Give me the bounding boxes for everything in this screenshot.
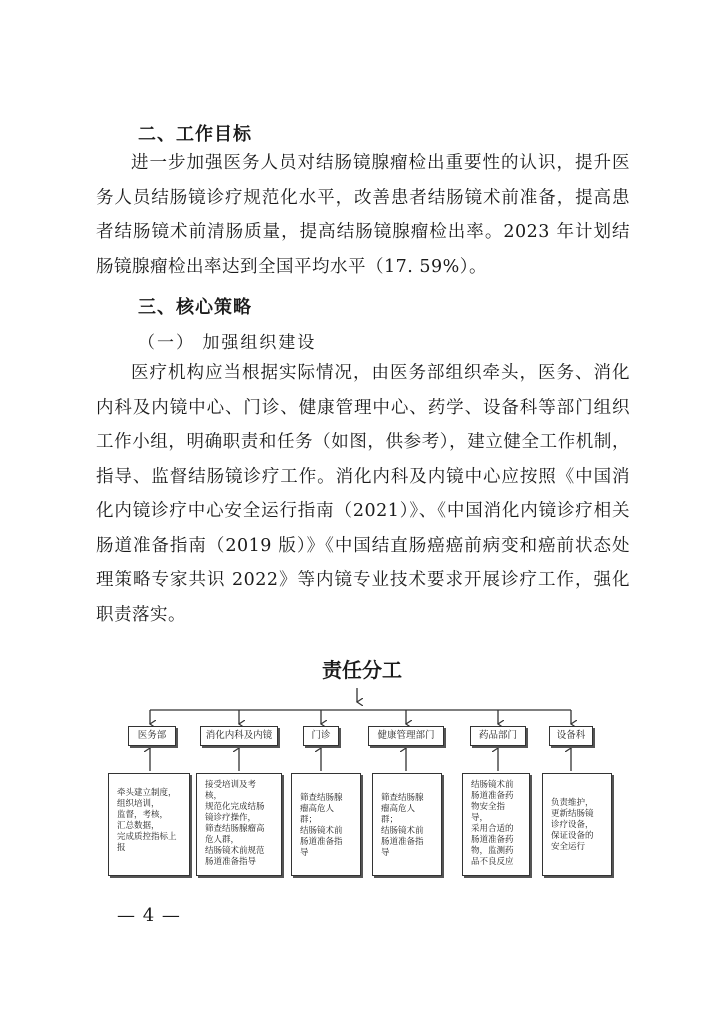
diagram-title: 责任分工 xyxy=(322,658,402,682)
responsibility-diagram xyxy=(0,640,724,890)
duty-box-equipment: 负责维护， 更新结肠镜 诊疗设备， 保证设备的 安全运行 xyxy=(542,773,612,876)
duty-box-pharmacy: 结肠镜术前 肠道准备药 物安全指 导， 采用合适的 肠道准备药 物，监测药 品不良反应 xyxy=(462,773,530,876)
dept-box-medical-affairs: 医务部 xyxy=(128,726,176,746)
duty-box-health-management: 筛查结肠腺 瘤高危人 群； 结肠镜术前 肠道准备指 导 xyxy=(372,773,442,876)
duty-box-outpatient: 筛查结肠腺 瘤高危人 群； 结肠镜术前 肠道准备指 导 xyxy=(291,773,361,876)
section-heading-strategy: 三、核心策略 xyxy=(138,297,252,318)
subsection-heading-organization: （一） 加强组织建设 xyxy=(138,333,317,353)
dept-box-health-management: 健康管理部门 xyxy=(368,726,444,746)
dept-box-outpatient: 门诊 xyxy=(303,726,339,746)
strategy-paragraph: 医疗机构应当根据实际情况，由医务部组织牵头，医务、消化内科及内镜中心、门诊、健康管理中心、药学、设备科等部门组织工作小组，明确职责和任务（如图，供参考），建立健全工作机制，指导、监督结肠镜诊疗工作。消化内科及内镜中心应按照《中国消化内镜诊疗中心安全运行指南（2021）》、《中国消化内镜诊疗相关肠道准备指南（2019 版）》《中国结直肠癌癌前病变和癌前状态处理策略专家共识 2022》等内镜专业技术要求开展诊疗工作，强化职责落实。 xyxy=(96,363,630,625)
duty-box-gastroenterology-endoscopy: 接受培训及考 核， 规范化完成结肠 镜诊疗操作， 筛查结肠腺瘤高 危人群， 结肠镜术前规范 肠道准备指导 xyxy=(196,773,282,876)
dept-box-pharmacy: 药品部门 xyxy=(470,726,526,746)
section-heading-goals: 二、工作目标 xyxy=(138,124,252,145)
dept-box-equipment: 设备科 xyxy=(549,726,593,746)
page-number: — 4 — xyxy=(117,905,181,926)
duty-box-medical-affairs: 牵头建立制度， 组织培训， 监督，考核， 汇总数据， 完成质控指标上 报 xyxy=(108,773,190,876)
goals-paragraph: 进一步加强医务人员对结肠镜腺瘤检出重要性的认识，提升医务人员结肠镜诊疗规范化水平，改善患者结肠镜术前准备，提高患者结肠镜术前清肠质量，提高结肠镜腺瘤检出率。2023 年计划结肠镜腺瘤检出率达到全国平均水平（17. 59%）。 xyxy=(96,153,630,277)
dept-box-gastroenterology-endoscopy: 消化内科及内镜 xyxy=(200,726,278,746)
